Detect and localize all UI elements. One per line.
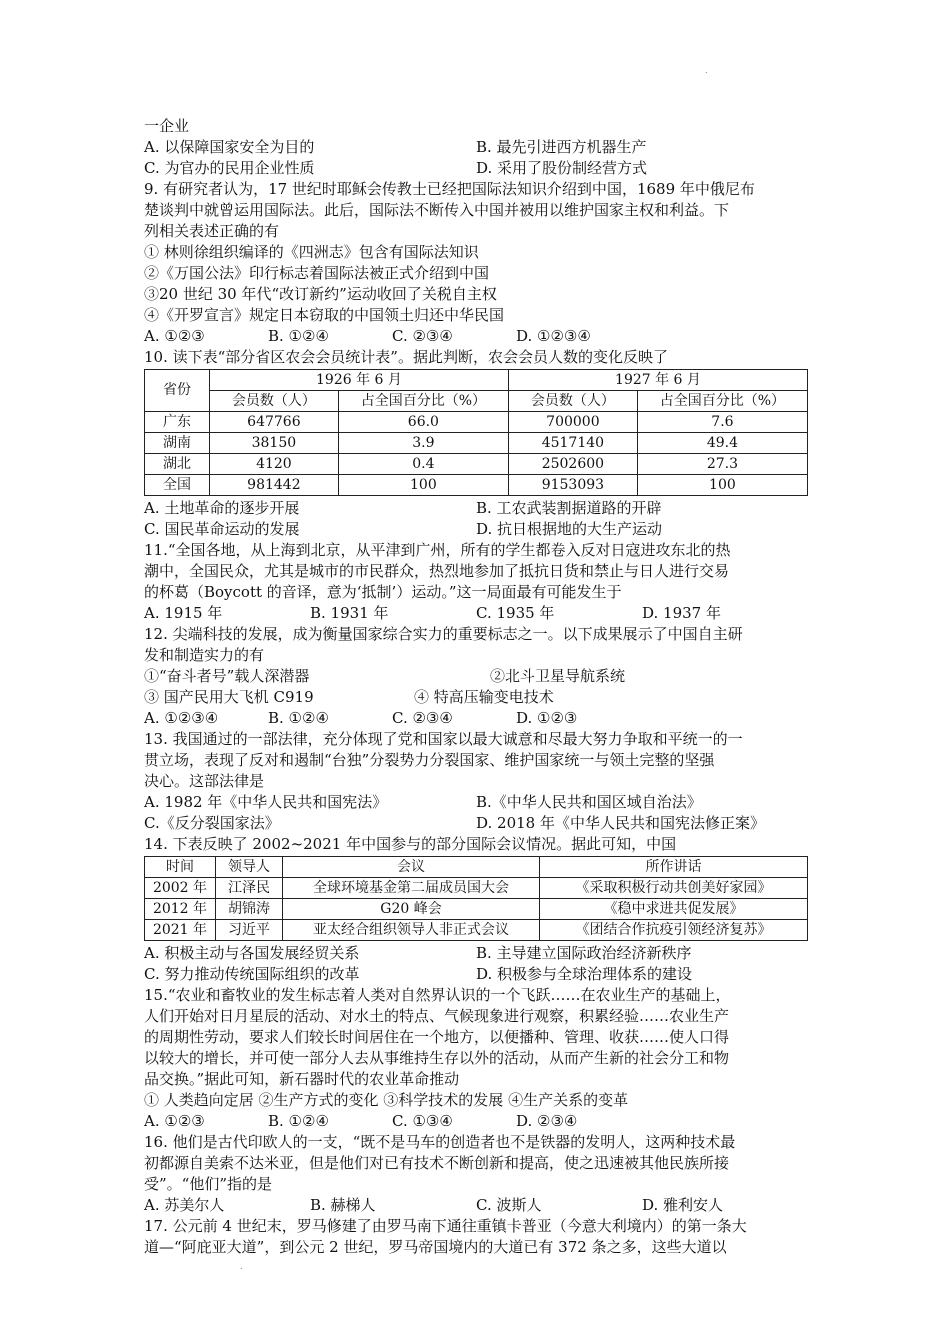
q13-option-d[interactable]: D. 2018 年《中华人民共和国宪法修正案》 <box>476 814 765 832</box>
q14-cell: 2021 年 <box>145 920 216 941</box>
q14-option-b[interactable]: B. 主导建立国际政治经济新秩序 <box>476 944 692 962</box>
q16-option-a[interactable]: A. 苏美尔人 <box>144 1196 225 1214</box>
table-row <box>145 433 808 454</box>
q10-cell-province: 湖南 <box>145 433 210 454</box>
q9-option-c[interactable]: C. ②③④ <box>392 327 453 345</box>
q11-options <box>144 603 808 624</box>
q12-stem-line: 12. 尖端科技的发展，成为衡量国家综合实力的重要标志之一。以下成果展示了中国自主研 <box>144 625 743 643</box>
q12-items-row-1 <box>144 666 808 687</box>
q17-stem-line: 道—“阿庇亚大道”，到公元 2 世纪，罗马帝国境内的大道已有 372 条之多，这些大道以 <box>144 1238 727 1256</box>
q10-options-row-1 <box>144 498 808 519</box>
q10-stem: 10. 读下表“部分省区农会会员统计表”。据此判断，农会会员人数的变化反映了 <box>144 348 668 366</box>
table-row <box>145 475 808 496</box>
q10-cell: 27.3 <box>637 454 807 475</box>
q9-item: ④《开罗宣言》规定日本窃取的中国领土归还中华民国 <box>144 306 505 324</box>
q14-cell: 《团结合作抗疫引领经济复苏》 <box>540 920 808 941</box>
q9-stem-line: 9. 有研究者认为，17 世纪时耶稣会传教士已经把国际法知识介绍到中国，1689 年中俄尼布 <box>144 180 755 198</box>
q9-options <box>144 326 808 347</box>
q14-header: 领导人 <box>216 857 283 878</box>
q14-cell: 亚太经合组织领导人非正式会议 <box>283 920 540 941</box>
q10-cell: 66.0 <box>338 412 508 433</box>
q10-option-b[interactable]: B. 工农武装割据道路的开辟 <box>476 499 662 517</box>
q10-cell-province: 广东 <box>145 412 210 433</box>
q11-option-c[interactable]: C. 1935 年 <box>476 604 555 622</box>
q11-stem-line: 的杯葛（Boycott 的音译，意为‘抵制’）运动。”这一局面最有可能发生于 <box>144 583 622 601</box>
q16-options <box>144 1195 808 1216</box>
q14-table <box>144 856 808 941</box>
q10-cell: 100 <box>637 475 807 496</box>
q12-option-d[interactable]: D. ①②③ <box>516 709 578 727</box>
q13-stem-line: 决心。这部法律是 <box>144 772 265 790</box>
q8-option-a[interactable]: A. 以保障国家安全为目的 <box>144 138 315 156</box>
q14-cell: G20 峰会 <box>283 899 540 920</box>
q15-stem-line: 15.“农业和畜牧业的发生标志着人类对自然界认识的一个飞跃……在农业生产的基础上， <box>144 986 731 1004</box>
q10-cell: 4120 <box>209 454 338 475</box>
q10-cell: 700000 <box>508 412 637 433</box>
q14-option-d[interactable]: D. 积极参与全球治理体系的建设 <box>476 965 693 983</box>
q17-stem-line: 17. 公元前 4 世纪末，罗马修建了由罗马南下通往重镇卡普亚（今意大利境内）的第一条大 <box>144 1217 747 1235</box>
q12-stem-line: 发和制造实力的有 <box>144 646 265 664</box>
q14-options-row-1 <box>144 943 808 964</box>
page-mark: . <box>705 66 708 75</box>
q9-item: ③20 世纪 30 年代“改订新约”运动收回了关税自主权 <box>144 285 497 303</box>
q14-cell: 江泽民 <box>216 878 283 899</box>
q15-option-a[interactable]: A. ①②③ <box>144 1112 205 1130</box>
q14-cell: 习近平 <box>216 920 283 941</box>
q11-option-a[interactable]: A. 1915 年 <box>144 604 223 622</box>
q13-stem-line: 13. 我国通过的一部法律，充分体现了党和国家以最大诚意和尽最大努力争取和平统一的一 <box>144 730 743 748</box>
table-row <box>145 454 808 475</box>
q8-option-c[interactable]: C. 为官办的民用企业性质 <box>144 159 315 177</box>
q10-cell-province: 全国 <box>145 475 210 496</box>
q9-item: ① 林则徐组织编译的《四洲志》包含有国际法知识 <box>144 243 479 261</box>
q10-header-1927: 1927 年 6 月 <box>508 370 807 391</box>
q10-header-percent: 占全国百分比（%） <box>637 391 807 412</box>
q14-option-a[interactable]: A. 积极主动与各国发展经贸关系 <box>144 944 360 962</box>
q10-header-members: 会员数（人） <box>209 391 338 412</box>
page-mark: . <box>240 1262 243 1271</box>
q13-option-c[interactable]: C.《反分裂国家法》 <box>144 814 280 832</box>
q10-cell: 49.4 <box>637 433 807 454</box>
q8-options-row-1 <box>144 137 808 158</box>
table-row <box>145 878 808 899</box>
q15-option-c[interactable]: C. ①③④ <box>392 1112 453 1130</box>
q14-option-c[interactable]: C. 努力推动传统国际组织的改革 <box>144 965 360 983</box>
q11-stem-line: 潮中，全国民众，尤其是城市的市民群众，热烈地参加了抵抗日货和禁止与日人进行交易 <box>144 562 730 580</box>
q10-cell: 981442 <box>209 475 338 496</box>
q10-option-c[interactable]: C. 国民革命运动的发展 <box>144 520 300 538</box>
q10-cell: 7.6 <box>637 412 807 433</box>
q10-cell: 4517140 <box>508 433 637 454</box>
q12-item: ③ 国产民用大飞机 C919 <box>144 688 314 706</box>
q13-stem-line: 贯立场，表现了反对和遏制“台独”分裂势力分裂国家、维护国家统一与领土完整的坚强 <box>144 751 715 769</box>
q12-item: ④ 特高压输变电技术 <box>414 688 554 706</box>
q14-cell: 全球环境基金第二届成员国大会 <box>283 878 540 899</box>
q13-option-b[interactable]: B.《中华人民共和国区域自治法》 <box>476 793 702 811</box>
q12-options <box>144 708 808 729</box>
q9-option-b[interactable]: B. ①②④ <box>268 327 329 345</box>
q16-option-d[interactable]: D. 雅利安人 <box>642 1196 724 1214</box>
q11-option-b[interactable]: B. 1931 年 <box>310 604 389 622</box>
q15-stem-line: 以较大的增长，并可使一部分人去从事维持生存以外的活动，从而产生新的社会分工和物 <box>144 1049 730 1067</box>
q15-stem-line: 品交换。”据此可知，新石器时代的农业革命推动 <box>144 1070 460 1088</box>
q10-option-d[interactable]: D. 抗日根据地的大生产运动 <box>476 520 663 538</box>
q10-cell: 100 <box>338 475 508 496</box>
table-row <box>145 920 808 941</box>
q10-cell: 0.4 <box>338 454 508 475</box>
q13-options-row-2 <box>144 813 808 834</box>
q12-option-b[interactable]: B. ①②④ <box>268 709 329 727</box>
q10-header-members: 会员数（人） <box>508 391 637 412</box>
q14-stem: 14. 下表反映了 2002~2021 年中国参与的部分国际会议情况。据此可知，中国 <box>144 835 677 853</box>
q14-cell: 2002 年 <box>145 878 216 899</box>
q14-cell: 《采取积极行动共创美好家园》 <box>540 878 808 899</box>
q10-header-percent: 占全国百分比（%） <box>338 391 508 412</box>
q8-option-d[interactable]: D. 采用了股份制经营方式 <box>476 159 648 177</box>
q12-items-row-2 <box>144 687 808 708</box>
q14-header: 会议 <box>283 857 540 878</box>
q15-stem-line: 人们开始对日月星辰的活动、对水土的特点、气候现象进行观察，积累经验……农业生产 <box>144 1007 730 1025</box>
q10-option-a[interactable]: A. 土地革命的逐步开展 <box>144 499 300 517</box>
q10-cell: 647766 <box>209 412 338 433</box>
table-row <box>145 899 808 920</box>
q8-intro: 一企业 <box>144 117 190 135</box>
q9-option-d[interactable]: D. ①②③④ <box>516 327 591 345</box>
q10-header-1926: 1926 年 6 月 <box>209 370 508 391</box>
q9-item: ②《万国公法》印行标志着国际法被正式介绍到中国 <box>144 264 490 282</box>
q16-stem-line: 受”。“他们”指的是 <box>144 1175 273 1193</box>
q16-option-c[interactable]: C. 波斯人 <box>476 1196 542 1214</box>
q14-cell: 胡锦涛 <box>216 899 283 920</box>
q15-options <box>144 1111 808 1132</box>
q16-stem-line: 16. 他们是古代印欧人的一支，“既不是马车的创造者也不是铁器的发明人，这两种技术最 <box>144 1133 736 1151</box>
q10-table <box>144 369 808 496</box>
q9-option-a[interactable]: A. ①②③ <box>144 327 205 345</box>
q10-cell-province: 湖北 <box>145 454 210 475</box>
q16-option-b[interactable]: B. 赫梯人 <box>310 1196 376 1214</box>
q10-header-province: 省份 <box>145 370 210 412</box>
q11-option-d[interactable]: D. 1937 年 <box>642 604 721 622</box>
q12-item: ②北斗卫星导航系统 <box>490 667 626 685</box>
q8-option-b[interactable]: B. 最先引进西方机器生产 <box>476 138 647 156</box>
exam-page <box>144 116 808 1258</box>
q11-stem-line: 11.“全国各地，从上海到北京，从平津到广州，所有的学生都卷入反对日寇进攻东北的热 <box>144 541 731 559</box>
q16-stem-line: 初都源自美索不达米亚，但是他们对已有技术不断创新和提高，使之迅速被其他民族所接 <box>144 1154 730 1172</box>
q10-options-row-2 <box>144 519 808 540</box>
q14-cell: 2012 年 <box>145 899 216 920</box>
q9-stem-line: 列相关表述正确的有 <box>144 222 280 240</box>
q14-cell: 《稳中求进共促发展》 <box>540 899 808 920</box>
q14-header: 所作讲话 <box>540 857 808 878</box>
q10-cell: 2502600 <box>508 454 637 475</box>
q15-option-d[interactable]: D. ②③④ <box>516 1112 578 1130</box>
q10-cell: 9153093 <box>508 475 637 496</box>
q13-options-row-1 <box>144 792 808 813</box>
q8-options-row-2 <box>144 158 808 179</box>
q14-options-row-2 <box>144 964 808 985</box>
q14-header: 时间 <box>145 857 216 878</box>
q10-cell: 3.9 <box>338 433 508 454</box>
q12-item: ①“奋斗者号”载人深潜器 <box>144 667 310 685</box>
table-row <box>145 412 808 433</box>
q12-option-c[interactable]: C. ②③④ <box>392 709 453 727</box>
q13-option-a[interactable]: A. 1982 年《中华人民共和国宪法》 <box>144 793 388 811</box>
q9-stem-line: 楚谈判中就曾运用国际法。此后，国际法不断传入中国并被用以维护国家主权和利益。下 <box>144 201 730 219</box>
q12-option-a[interactable]: A. ①②③④ <box>144 709 219 727</box>
q15-items: ① 人类趋向定居 ②生产方式的变化 ③科学技术的发展 ④生产关系的变革 <box>144 1091 629 1109</box>
q15-option-b[interactable]: B. ①②④ <box>268 1112 329 1130</box>
q10-cell: 38150 <box>209 433 338 454</box>
q15-stem-line: 的周期性劳动，要求人们较长时间居住在一个地方，以便播种、管理、收获……使人口得 <box>144 1028 730 1046</box>
